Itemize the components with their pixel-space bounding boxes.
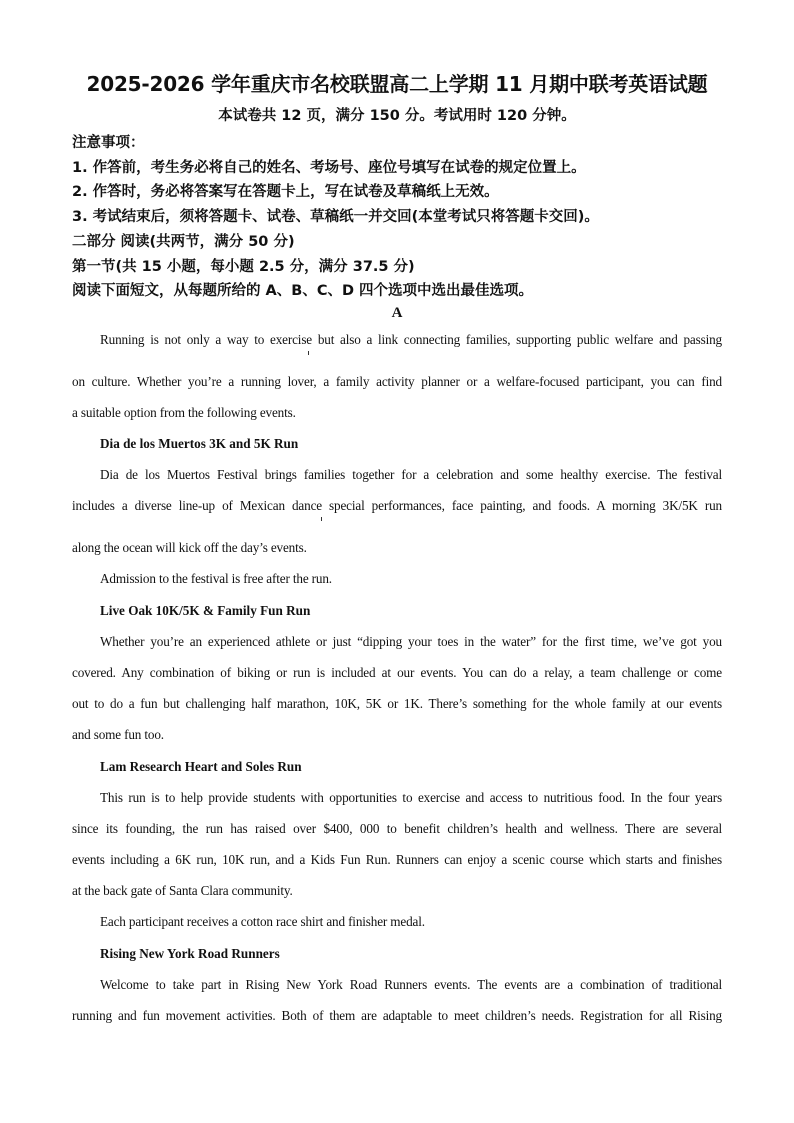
- event-heading: Live Oak 10K/5K & Family Fun Run: [100, 603, 311, 618]
- note-item: 3. 考试结束后，须将答题卡、试卷、草稿纸一并交回(本堂考试只将答题卡交回)。: [72, 209, 599, 225]
- paragraph-line: running and fun movement activities. Both of them are adaptable to meet children’s needs. Registration for all Rising: [72, 1008, 722, 1023]
- paragraph-line: out to do a fun but challenging half marathon, 10K, 5K or 1K. There’s something for the whole family at our events: [72, 696, 722, 711]
- paragraph-line: includes a diverse line-up of Mexican dance special performances, face painting, and foods. A morning 3K/5K run: [72, 498, 722, 513]
- paragraph-line: at the back gate of Santa Clara community.: [72, 883, 293, 898]
- note-item: 1. 作答前，考生务必将自己的姓名、考场号、座位号填写在试卷的规定位置上。: [72, 160, 586, 176]
- note-item: 2. 作答时，务必将答案写在答题卡上，写在试卷及草稿纸上无效。: [72, 184, 499, 200]
- event-heading: Dia de los Muertos 3K and 5K Run: [100, 436, 299, 451]
- paragraph-line: on culture. Whether you’re a running lover, a family activity planner or a welfare-focused participant, you can find: [72, 374, 722, 389]
- paragraph-line: Dia de los Muertos Festival brings families together for a celebration and some healthy exercise. The festival: [100, 467, 722, 482]
- paragraph-line: Each participant receives a cotton race shirt and finisher medal.: [100, 914, 425, 929]
- exam-title: 2025-2026 学年重庆市名校联盟高二上学期 11 月期中联考英语试题: [86, 72, 708, 96]
- passage-letter: A: [391, 305, 403, 321]
- paragraph-line: along the ocean will kick off the day’s events.: [72, 540, 307, 555]
- stray-mark: [308, 351, 309, 355]
- paragraph-line: Whether you’re an experienced athlete or just “dipping your toes in the water” for the first time, we’ve got you: [100, 634, 722, 649]
- section-instruction: 阅读下面短文，从每题所给的 A、B、C、D 四个选项中选出最佳选项。: [72, 283, 534, 299]
- section-title: 第一节(共 15 小题，每小题 2.5 分，满分 37.5 分): [72, 259, 415, 275]
- paragraph-line: since its founding, the run has raised over $400, 000 to benefit children’s health and wellness. There are several: [72, 821, 722, 836]
- stray-mark: [321, 517, 322, 521]
- paragraph-line: and some fun too.: [72, 727, 164, 742]
- paragraph-line: Welcome to take part in Rising New York Road Runners events. The events are a combination of traditional: [100, 977, 722, 992]
- exam-subtitle: 本试卷共 12 页，满分 150 分。考试用时 120 分钟。: [218, 108, 576, 124]
- notes-heading: 注意事项：: [72, 135, 145, 151]
- paragraph-line: Admission to the festival is free after the run.: [100, 571, 332, 586]
- event-heading: Lam Research Heart and Soles Run: [100, 759, 302, 774]
- paragraph-line: Running is not only a way to exercise but also a link connecting families, supporting public welfare and passing: [100, 332, 722, 347]
- paragraph-line: This run is to help provide students with opportunities to exercise and access to nutritious food. In the four years: [100, 790, 722, 805]
- paragraph-line: events including a 6K run, 10K run, and a Kids Fun Run. Runners can enjoy a scenic course which starts and finishes: [72, 852, 722, 867]
- paragraph-line: covered. Any combination of biking or run is included at our events. You can do a relay, a team challenge or come: [72, 665, 722, 680]
- event-heading: Rising New York Road Runners: [100, 946, 280, 961]
- paragraph-line: a suitable option from the following events.: [72, 405, 296, 420]
- part-title: 二部分 阅读(共两节，满分 50 分): [72, 234, 295, 250]
